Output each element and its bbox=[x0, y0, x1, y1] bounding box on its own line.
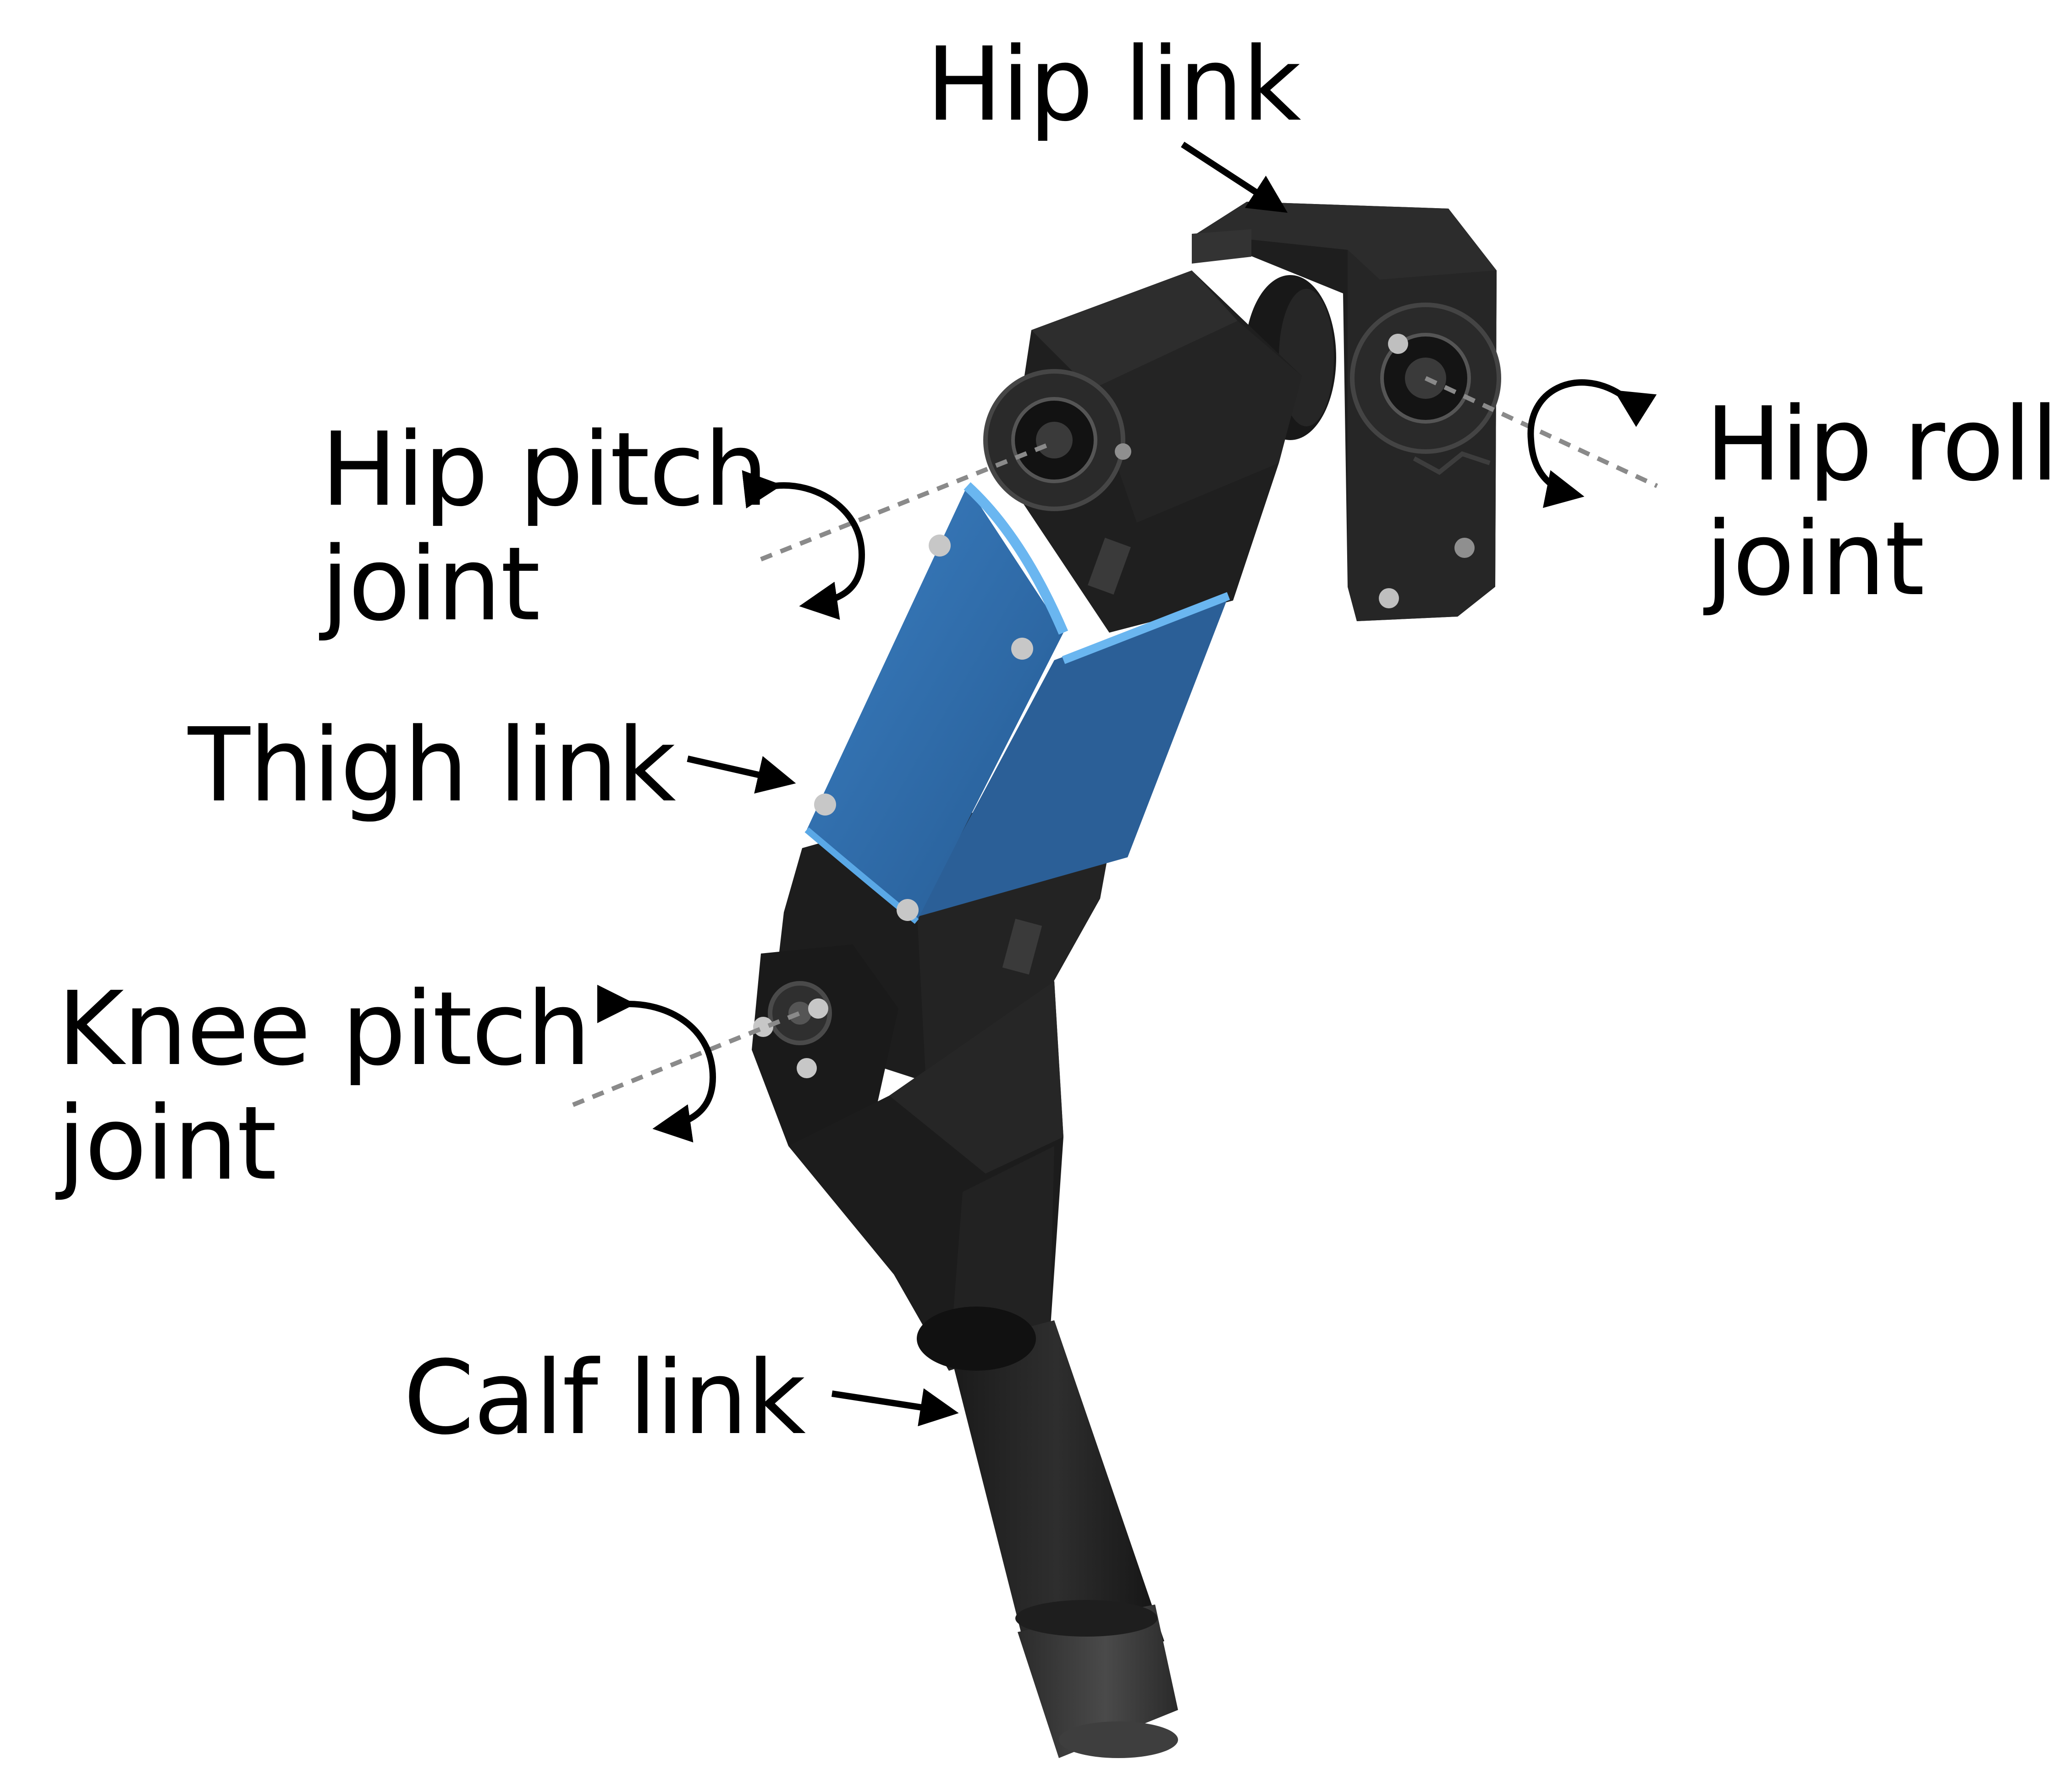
screw-icon bbox=[1379, 588, 1399, 608]
screw-icon bbox=[1115, 443, 1131, 460]
screw-icon bbox=[814, 794, 836, 816]
hip-roll-rotation-arrow bbox=[1531, 382, 1620, 495]
screw-icon bbox=[808, 998, 828, 1019]
calf-link-label bbox=[403, 1341, 805, 1456]
hip-pitch-joint-label bbox=[321, 413, 768, 642]
screw-icon bbox=[897, 899, 919, 921]
screw-icon bbox=[797, 1058, 817, 1078]
thigh-link-label bbox=[188, 708, 675, 823]
hip-roll-joint-label-line2: joint bbox=[1705, 500, 1924, 618]
thigh-link-label-text: Thigh link bbox=[188, 706, 675, 825]
knee-pitch-joint-label-line1: Knee pitch bbox=[57, 970, 590, 1088]
thigh-link-pointer-arrow bbox=[688, 759, 788, 782]
calf-link-label-text: Calf link bbox=[403, 1339, 805, 1457]
hip-link-label bbox=[926, 28, 1300, 142]
hip-roll-joint-label bbox=[1705, 387, 2058, 617]
calf-link-body bbox=[752, 944, 1178, 1758]
knee-pitch-rotation-arrow bbox=[628, 1004, 713, 1128]
screw-icon bbox=[1011, 638, 1033, 660]
hip-link-label-text: Hip link bbox=[926, 26, 1300, 144]
screw-icon bbox=[1388, 334, 1408, 354]
hip-pitch-joint-label-line1: Hip pitch bbox=[321, 411, 768, 529]
knee-pitch-joint-label bbox=[57, 972, 590, 1201]
hip-pitch-joint-label-line2: joint bbox=[321, 525, 540, 644]
hip-pitch-rotation-arrow bbox=[775, 485, 862, 605]
calf-link-pointer-arrow bbox=[832, 1394, 951, 1412]
screw-icon bbox=[1454, 538, 1475, 558]
knee-pitch-joint-label-line2: joint bbox=[57, 1085, 276, 1203]
screw-icon bbox=[929, 535, 951, 557]
hip-roll-joint-label-line1: Hip roll bbox=[1705, 386, 2058, 504]
hip-link-pointer-arrow bbox=[1183, 144, 1281, 209]
